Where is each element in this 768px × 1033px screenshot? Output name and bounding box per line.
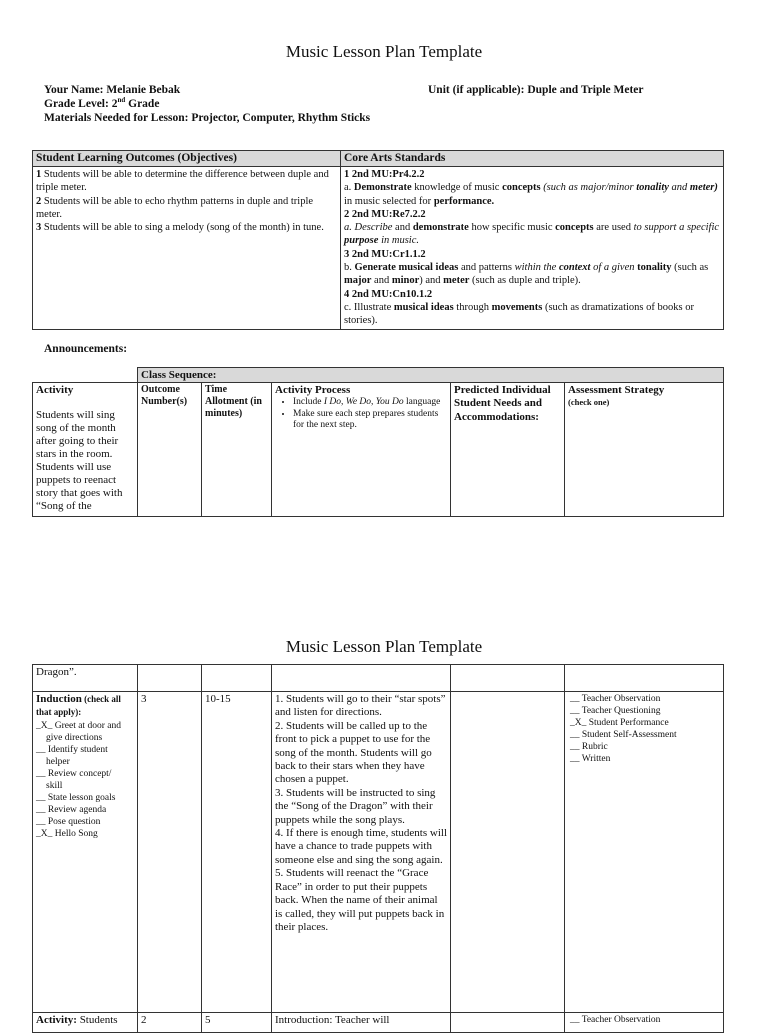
activity2-outcome: 2 — [138, 1013, 202, 1033]
assessment-header: Assessment Strategy — [568, 384, 665, 396]
process-header: Activity Process — [275, 384, 351, 396]
activity-description: Students will sing song of the month after going to their stars in the room. Students will use puppets to reenact story that goes with “Song of the — [36, 409, 123, 513]
assessment-option: __ Teacher Questioning — [570, 706, 661, 716]
empty-cell — [272, 665, 451, 692]
induction-step: 4. If there is enough time, students will have a chance to trade puppets with someone else and sing the song again. — [275, 827, 447, 866]
assessment-option: __ Rubric — [570, 742, 608, 752]
class-sequence-table — [32, 367, 724, 517]
induction-item: __ Identify student — [36, 744, 108, 755]
induction-heading: Induction (check all that apply): — [36, 693, 121, 718]
induction-step: 2. Students will be called up to the front to pick a puppet to use for the song of the month. Students will go back to their stars when they have chosen a puppet. — [275, 719, 432, 786]
slo-item: 3 Students will be able to sing a melody (song of the month) in tune. — [36, 222, 324, 234]
induction-step: 5. Students will reenact the “Grace Race” in order to put their puppets back. When the name of their animal is called, they will put puppets back in their places. — [275, 867, 445, 933]
page2-title: Music Lesson Plan Template — [285, 637, 483, 656]
grade-level: Grade Level: 2nd Grade — [44, 96, 160, 110]
standard-text: a. Demonstrate knowledge of music concepts (such as major/minor tonality and meter) in music selected for performance. — [344, 182, 718, 207]
process-col — [272, 383, 451, 517]
induction-item: __ Review agenda — [36, 804, 107, 815]
induction-item: __ State lesson goals — [36, 792, 116, 803]
activity-col — [33, 383, 138, 517]
induction-step: 1. Students will go to their “star spots” and listen for directions. — [275, 693, 446, 719]
teacher-info — [44, 83, 370, 125]
assessment-subheader: (check one) — [568, 397, 610, 408]
needs-header: Predicted Individual Student Needs and Accommodations: — [451, 383, 565, 517]
assessment-option: _X_ Student Performance — [570, 718, 669, 728]
empty-cell — [451, 665, 565, 692]
induction-process — [272, 692, 451, 1013]
lesson-steps-table — [32, 664, 724, 1033]
standard-code: 3 2nd MU:Cr1.1.2 — [344, 248, 426, 260]
induction-checklist — [36, 720, 134, 840]
assessment-option: __ Student Self-Assessment — [570, 730, 677, 740]
induction-step: 3. Students will be instructed to sing the “Song of the Dragon” with their puppets while the song plays. — [275, 786, 436, 826]
assessment-option: __ Teacher Observation — [570, 694, 661, 704]
standard-text: b. Generate musical ideas and patterns within the context of a given tonality (such as major and minor) and meter (such as duple and triple). — [344, 262, 709, 287]
materials-needed: Materials Needed for Lesson: Projector, Computer, Rhythm Sticks — [44, 112, 371, 124]
process-guideline: • Include I Do, We Do, You Do language — [293, 397, 447, 409]
induction-item: _X_ Hello Song — [36, 828, 98, 839]
activity2-needs — [451, 1013, 565, 1033]
time-header: Time Allotment (in minutes) — [202, 383, 272, 517]
induction-needs — [451, 692, 565, 1013]
standard-code: 4 2nd MU:Cn10.1.2 — [344, 288, 433, 300]
empty-cell — [565, 665, 724, 692]
induction-outcome: 3 — [138, 692, 202, 1013]
empty-cell — [202, 665, 272, 692]
standard-code: 1 2nd MU:Pr4.2.2 — [344, 169, 425, 180]
standard-text: c. Illustrate musical ideas through movements (such as dramatizations of books or stories). — [344, 301, 694, 327]
induction-item: __ Review concept/ — [36, 768, 112, 779]
induction-item: skill — [46, 780, 63, 791]
page-title: Music Lesson Plan Template — [285, 42, 483, 61]
induction-item: _X_ Greet at door and — [36, 720, 121, 731]
standard-code: 2 2nd MU:Re7.2.2 — [344, 208, 426, 220]
continued-text: Dragon”. — [33, 665, 138, 692]
activity-header: Activity — [36, 384, 74, 396]
class-sequence-header: Class Sequence: — [138, 368, 724, 383]
blank-cell — [33, 368, 138, 383]
activity2-cell: Activity: Students — [33, 1013, 138, 1033]
assessment-option: __ Written — [570, 754, 611, 764]
induction-time: 10-15 — [202, 692, 272, 1013]
induction-cell — [33, 692, 138, 1013]
slo-cell — [33, 167, 341, 330]
standard-text: a. Describe and demonstrate how specific music concepts are used to support a specific purpose in music. — [344, 222, 720, 247]
slo-item: 2 Students will be able to echo rhythm patterns in duple and triple meter. — [36, 195, 314, 220]
activity2-process: Introduction: Teacher will — [272, 1013, 451, 1033]
empty-cell — [138, 665, 202, 692]
activity2-assessment: __ Teacher Observation — [565, 1013, 724, 1033]
slo-item: 1 Students will be able to determine the difference between duple and triple meter. — [36, 169, 329, 194]
slo-header: Student Learning Outcomes (Objectives) — [33, 151, 341, 167]
induction-item: __ Pose question — [36, 816, 101, 827]
induction-item: give directions — [46, 732, 103, 743]
activity2-time: 5 — [202, 1013, 272, 1033]
unit-line: Unit (if applicable): Duple and Triple Meter — [428, 84, 644, 96]
process-guideline: • Make sure each step prepares students for the next step. — [293, 409, 447, 432]
process-guidelines — [275, 397, 447, 432]
induction-assessment — [565, 692, 724, 1013]
induction-item: helper — [46, 756, 70, 767]
objectives-table — [32, 150, 724, 330]
outcome-header: Outcome Number(s) — [138, 383, 202, 517]
announcements-label: Announcements: — [44, 343, 128, 355]
teacher-name: Your Name: Melanie Bebak — [44, 84, 181, 96]
assessment-col — [565, 383, 724, 517]
standards-header: Core Arts Standards — [341, 151, 724, 167]
standards-cell — [341, 167, 724, 330]
